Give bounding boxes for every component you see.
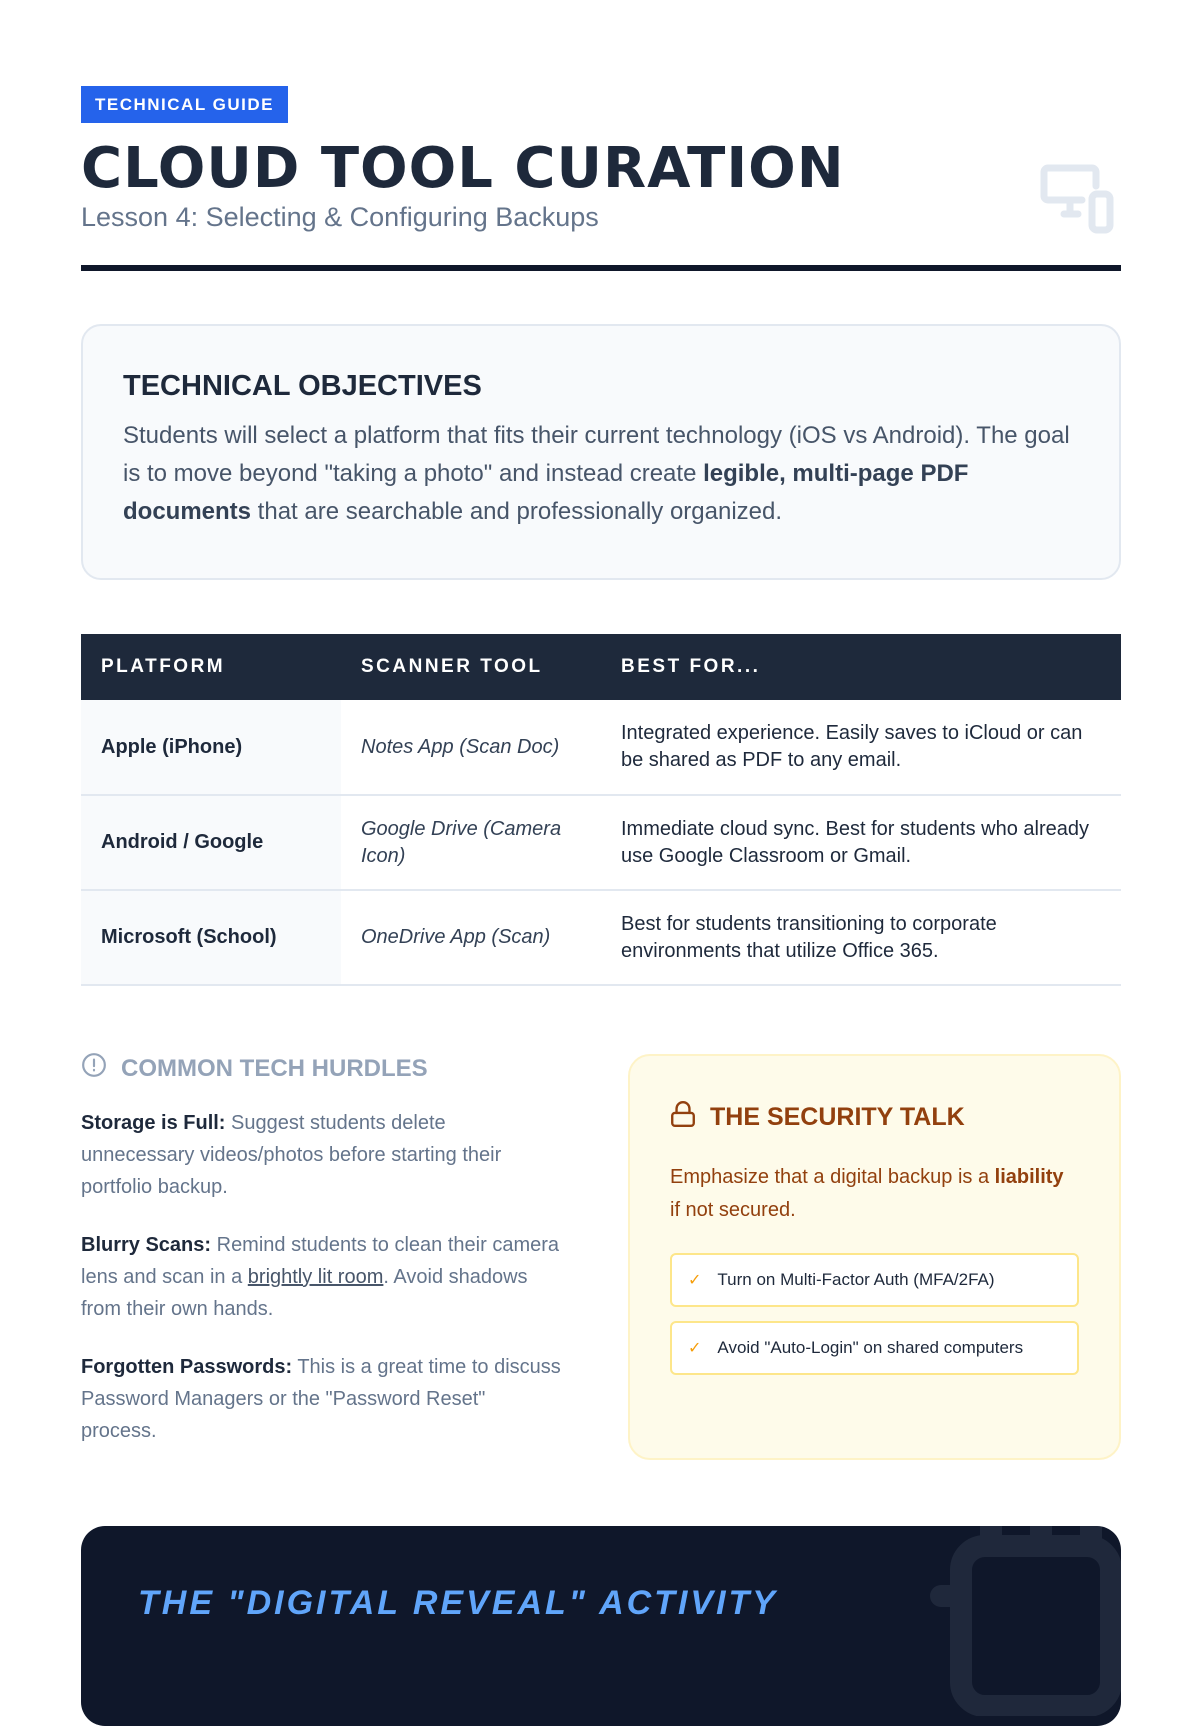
table-row xyxy=(81,795,1121,890)
security-text: Emphasize that a digital backup is a liability if not secured. xyxy=(670,1166,1064,1221)
hurdle-item: Storage is Full: Suggest students delete unnecessary videos/photos before starting their portfolio backup. xyxy=(81,1112,502,1198)
objectives-card xyxy=(81,324,1121,580)
security-heading: THE SECURITY TALK xyxy=(670,1100,1079,1135)
column-header: BEST FOR... xyxy=(601,634,1121,700)
platform-table xyxy=(81,634,1121,986)
header-divider xyxy=(81,265,1121,271)
check-icon: ✓ xyxy=(688,1340,702,1357)
chip-icon xyxy=(921,1526,1121,1721)
devices-icon xyxy=(1040,164,1116,241)
objectives-heading: TECHNICAL OBJECTIVES xyxy=(123,370,482,402)
tool-cell: OneDrive App (Scan) xyxy=(341,890,601,985)
security-card xyxy=(628,1054,1121,1460)
column-header: SCANNER TOOL xyxy=(341,634,601,700)
page-subtitle: Lesson 4: Selecting & Configuring Backups xyxy=(81,202,599,232)
objectives-text: Students will select a platform that fits their current technology (iOS vs Android). The goal is to move beyond "taking a photo" and instead create legible, multi-page PDF documents that are searchable and professionally organized. xyxy=(123,422,1070,525)
best-for-cell: Integrated experience. Easily saves to iCloud or can be shared as PDF to any email. xyxy=(601,700,1121,795)
alert-circle-icon xyxy=(81,1052,107,1085)
check-icon: ✓ xyxy=(688,1272,702,1289)
security-checklist-item: ✓ Avoid "Auto-Login" on shared computers xyxy=(670,1321,1079,1375)
lock-icon xyxy=(670,1100,696,1135)
table-header-row xyxy=(81,634,1121,700)
platform-cell: Microsoft (School) xyxy=(81,890,341,985)
security-checklist-item: ✓ Turn on Multi-Factor Auth (MFA/2FA) xyxy=(670,1253,1079,1307)
table-row xyxy=(81,890,1121,985)
best-for-cell: Best for students transitioning to corporate environments that utilize Office 365. xyxy=(601,890,1121,985)
digital-reveal-card xyxy=(81,1526,1121,1726)
column-header: PLATFORM xyxy=(81,634,341,700)
hurdle-item: Forgotten Passwords: This is a great time to discuss Password Managers or the "Password Reset" process. xyxy=(81,1356,561,1442)
activity-heading: THE "DIGITAL REVEAL" ACTIVITY xyxy=(138,1584,778,1622)
platform-cell: Android / Google xyxy=(81,795,341,890)
category-badge: TECHNICAL GUIDE xyxy=(81,86,288,123)
tool-cell: Notes App (Scan Doc) xyxy=(341,700,601,795)
table-row xyxy=(81,700,1121,795)
highlight-link: brightly lit room xyxy=(247,1266,384,1288)
tool-cell: Google Drive (Camera Icon) xyxy=(341,795,601,890)
platform-cell: Apple (iPhone) xyxy=(81,700,341,795)
hurdle-item: Blurry Scans: Remind students to clean their camera lens and scan in a brightly lit room. Avoid shadows from their own hands. xyxy=(81,1234,560,1320)
page-title: CLOUD TOOL CURATION xyxy=(81,136,845,201)
best-for-cell: Immediate cloud sync. Best for students who already use Google Classroom or Gmail. xyxy=(601,795,1121,890)
tech-hurdles-section xyxy=(81,1052,561,1473)
hurdles-heading: COMMON TECH HURDLES xyxy=(81,1052,561,1085)
